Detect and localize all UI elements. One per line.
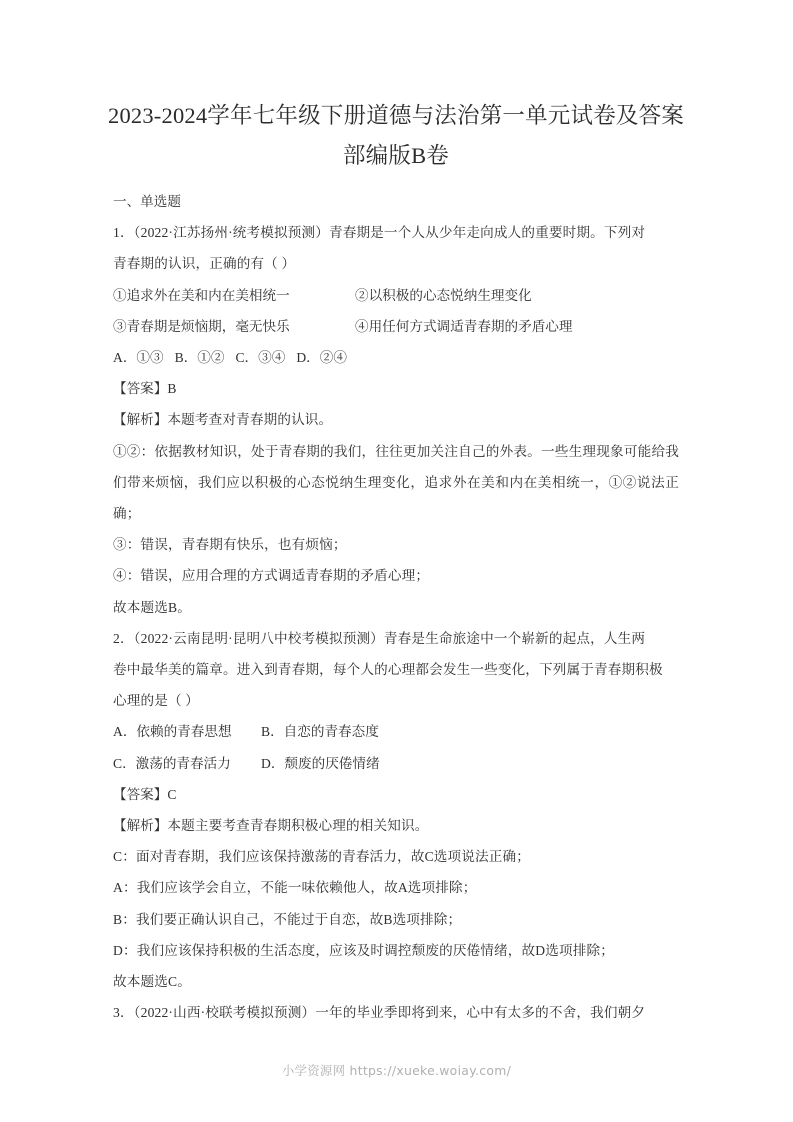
answer-value: C: [167, 786, 177, 802]
question-1-choices: [113, 342, 679, 373]
question-2-analysis-paragraph: A：我们应该学会自立，不能一味依赖他人，故A选项排除；: [113, 880, 477, 896]
analysis-intro: 本题考查对青春期的认识。: [167, 412, 333, 428]
question-2-stem-line-1: 2．（2022·云南昆明·昆明八中校考模拟预测）青春是生命旅途中一个崭新的起点，人生两: [113, 630, 646, 646]
question-1-analysis-heading: [113, 404, 679, 435]
title-line-2: 部编版B卷: [342, 143, 449, 168]
document-body: [113, 186, 679, 1028]
question-1-answer: [113, 373, 679, 404]
question-2-choices-row: [113, 716, 679, 747]
question-2-choice-b[interactable]: B．自恋的青春态度: [261, 724, 379, 740]
question-1-choice-c[interactable]: C．③④: [235, 350, 286, 366]
question-1-choice-a[interactable]: A．①③: [113, 350, 164, 366]
question-2-choice-a[interactable]: A．依赖的青春思想: [113, 724, 232, 740]
question-1-suboption-3: ③青春期是烦恼期，毫无快乐: [113, 318, 290, 334]
footer-watermark: 小学资源网 https://xueke.woiay.com/: [281, 1063, 512, 1078]
answer-label: 【答案】: [113, 786, 168, 802]
answer-value: B: [167, 381, 177, 397]
analysis-intro: 本题主要考查青春期积极心理的相关知识。: [167, 818, 429, 834]
question-1-suboption-1: ①追求外在美和内在美相统一: [113, 287, 290, 303]
question-1-analysis-conclusion: 故本题选B。: [113, 599, 191, 615]
analysis-label: 【解析】: [113, 412, 168, 428]
question-2-choice-d[interactable]: D．颓废的厌倦情绪: [261, 755, 380, 771]
question-1-suboption-2: ②以积极的心态悦纳生理变化: [355, 287, 532, 303]
question-1-suboption-4: ④用任何方式调适青春期的矛盾心理: [355, 318, 573, 334]
section-heading: 一、单选题: [113, 194, 181, 209]
question-1-choice-d[interactable]: D．②④: [296, 350, 347, 366]
question-1-stem-line-1: 1．（2022·江苏扬州·统考模拟预测）青春期是一个人从少年走向成人的重要时期。下列对: [113, 225, 646, 241]
analysis-label: 【解析】: [113, 818, 168, 834]
question-1-analysis-paragraph: ④：错误，应用合理的方式调适青春期的矛盾心理；: [113, 568, 430, 584]
title-line-1: 2023-2024学年七年级下册道德与法治第一单元试卷及答案: [108, 103, 684, 128]
question-3-stem-line-1: 3．（2022·山西·校联考模拟预测）一年的毕业季即将到来，心中有太多的不舍，我们朝夕: [113, 1005, 646, 1021]
question-2-analysis-paragraph: D：我们应该保持积极的生活态度，应该及时调控颓废的厌倦情绪，故D选项排除；: [113, 942, 614, 958]
question-2-stem-line-2: 卷中最华美的篇章。进入到青春期，每个人的心理都会发生一些变化，下列属于青春期积极: [113, 662, 663, 678]
question-1-analysis-paragraph: ①②：依据教材知识，处于青春期的我们，往往更加关注自己的外表。一些生理现象可能给我们带来烦恼，我们应以积极的心态悦纳生理变化，追求外在美和内在美相统一，①②说法正确；: [113, 443, 679, 522]
question-1-stem-line-2: 青春期的认识，正确的有（ ）: [113, 256, 296, 272]
question-1-suboption-row: [113, 311, 679, 342]
question-2-choice-c[interactable]: C．激荡的青春活力: [113, 755, 231, 771]
page-title: [96, 96, 696, 176]
question-2-choices-row: [113, 748, 679, 779]
question-2-stem-line-3: 心理的是（ ）: [113, 693, 200, 709]
question-2-analysis-paragraph: B：我们要正确认识自己，不能过于自恋，故B选项排除；: [113, 911, 462, 927]
question-1-analysis-paragraph: ③：错误，青春期有快乐，也有烦恼；: [113, 537, 347, 553]
answer-label: 【答案】: [113, 381, 168, 397]
question-2-analysis-heading: [113, 810, 679, 841]
question-2-answer: [113, 779, 679, 810]
question-2-analysis-paragraph: C：面对青春期，我们应该保持激荡的青春活力，故C选项说法正确；: [113, 849, 531, 865]
question-1-suboption-row: [113, 280, 679, 311]
question-1-choice-b[interactable]: B．①②: [174, 350, 225, 366]
question-2-analysis-conclusion: 故本题选C。: [113, 974, 191, 990]
